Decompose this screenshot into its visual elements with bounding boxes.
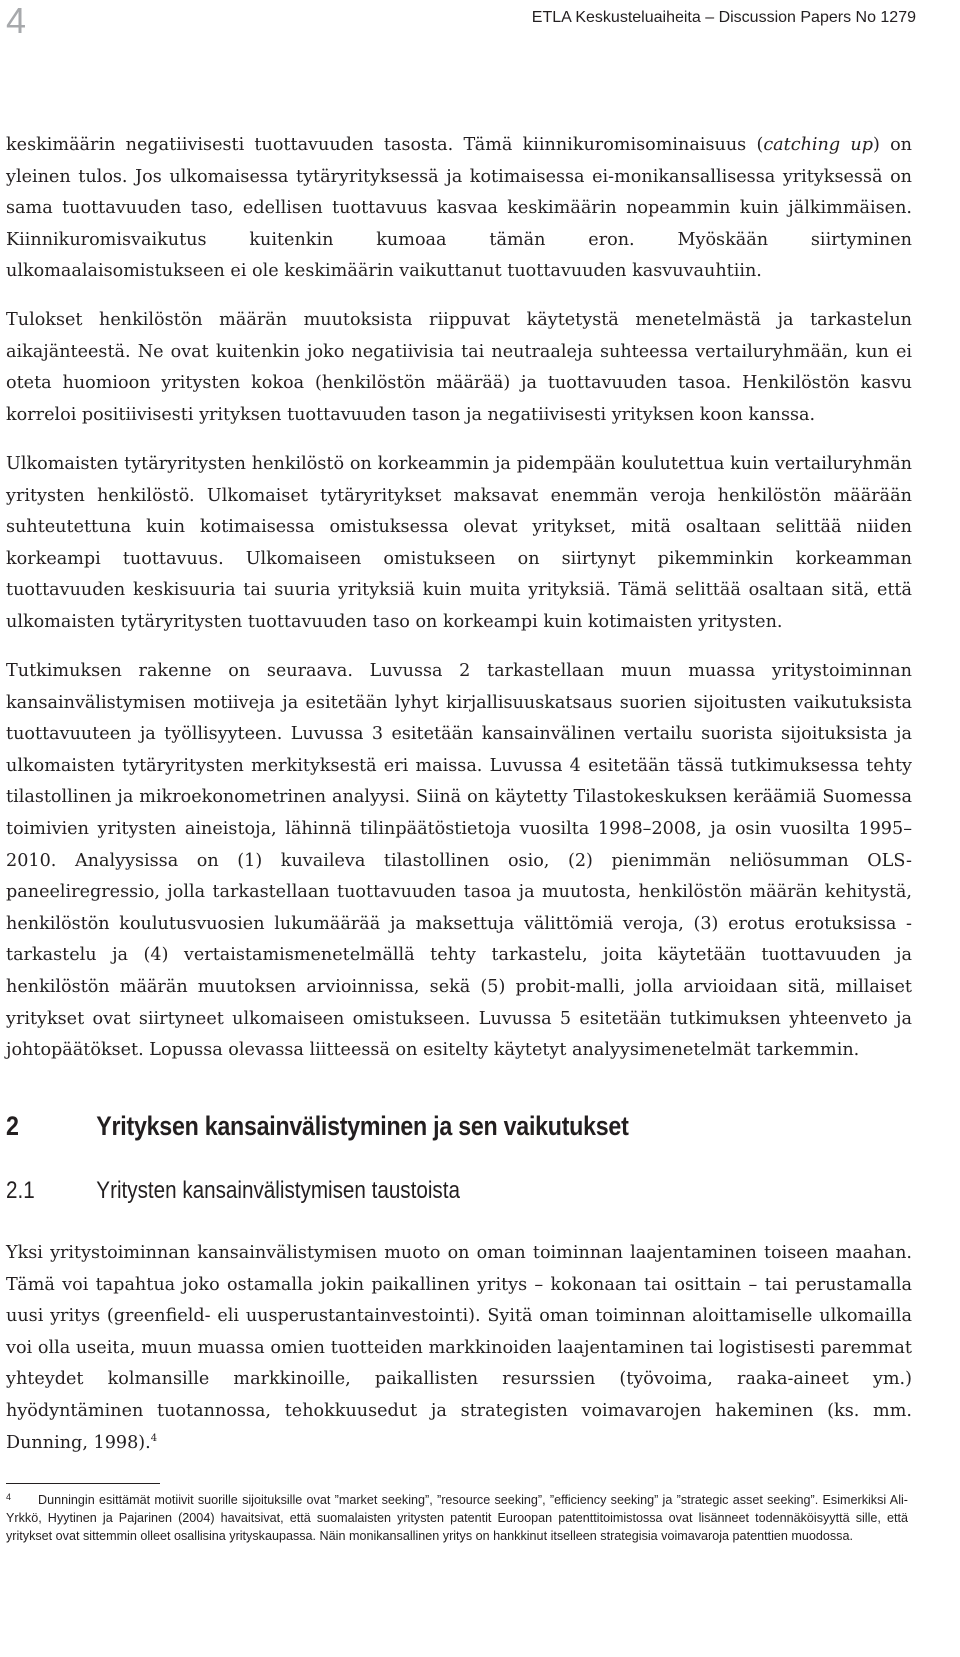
- paragraph-employment-results: Tulokset henkilöstön määrän muutoksista riippuvat käytetystä menetelmästä ja tarkastelun aikajänteestä. Ne ovat kuitenkin joko negatiivisia tai neutraaleja suhteessa vertailuryhmään, kun ei oteta huomioon yritysten kokoa (henkilöstön määrää) ja tuottavuuden tasoa. Henkilöstön kasvu korreloi positiivisesti yrityksen tuottavuuden tason ja negatiivisesti yrityksen koon kanssa.: [6, 310, 912, 425]
- running-header: ETLA Keskusteluaiheita – Discussion Papers No 1279: [531, 9, 916, 26]
- section-2-heading: [6, 1111, 629, 1142]
- subsection-number: 2.1: [6, 1177, 35, 1204]
- footnote-reference[interactable]: 4: [150, 1432, 158, 1444]
- paragraph-catching-up: [6, 130, 912, 288]
- footnote-number: 4: [6, 1492, 12, 1502]
- paragraph-education-taxes: Ulkomaisten tytäryritysten henkilöstö on korkeammin ja pidempään koulutettua kuin vertailuryhmän yritysten henkilöstö. Ulkomaiset tytäryritykset maksavat enemmän veroja henkilöstön määrään suhteutettuna kuin kotimaisessa omistuksessa olevat yritykset, mitä osaltaan selittää niiden korkeampi tuottavuus. Ulkomaiseen omistukseen on siirtynyt pikemminkin korkeamman tuottavuuden keskisuuria tai suuria yrityksiä kuin muita yrityksiä. Tämä selittää osaltaan sitä, että ulkomaisten tytäryritysten tuottavuuden taso on korkeampi kuin kotimaisten yritysten.: [6, 454, 912, 632]
- footnote-divider: [6, 1483, 160, 1484]
- page-number: 4: [6, 0, 27, 41]
- paragraph-text: Yksi yritystoiminnan kansainvälistymisen muoto on oman toiminnan laajentaminen toiseen maahan. Tämä voi tapahtua joko ostamalla jokin paikallinen yritys – kokonaan tai osittain – tai perustamalla uusi yritys (greenfield- eli uusperustantainvestointi). Syitä oman toiminnan aloittamiselle ulkomailla voi olla useita, muun muassa omien tuotteiden markkinoiden laajentaminen tai logistisesti paremmat yhteydet kolmansille markkinoille, paikallisten resurssien (työvoima, raaka-aineet ym.) hyödyntäminen tuotannossa, tehokkuusedut ja strategisten voimavarojen hakeminen (ks. mm. Dunning, 1998).: [6, 1243, 912, 1453]
- paragraph-study-structure: Tutkimuksen rakenne on seuraava. Luvussa 2 tarkastellaan muun muassa yritystoiminnan kansainvälistymisen motiiveja ja esitetään lyhyt kirjallisuuskatsaus suorien sijoitusten vaikutuksista tuottavuuteen ja työllisyyteen. Luvussa 3 esitetään kansainvälinen vertailu suorista sijoituksista ja ulkomaisten tytäryritysten merkityksestä eri maissa. Luvussa 4 esitetään tässä tutkimuksessa tehty tilastollinen ja mikroekonometrinen analyysi. Siinä on käytetty Tilastokeskuksen keräämiä Suomessa toimivien yritysten aineistoja, lähinnä tilinpäätöstietoja vuosilta 1998–2008, ja osin vuosilta 1995–2010. Analyysissa on (1) kuvaileva tilastollinen osio, (2) pienimmän neliösumman OLS-paneeliregressio, jolla tarkastellaan tuottavuuden tasoa ja muutosta, henkilöstön määrän kehitystä, henkilöstön koulutusvuosien lukumäärää ja maksettuja välittömiä veroja, (3) erotus erotuksissa -tarkastelu ja (4) vertaistamismenetelmällä tehty tarkastelu, joita käytetään tuottavuuden ja henkilöstön määrän muutoksen arvioinnissa, sekä (5) probit-malli, jolla arvioidaan sitä, millaiset yritykset ovat siirtyneet ulkomaiseen omistukseen. Luvussa 5 esitetään tutkimuksen yhteenveto ja johtopäätökset. Lopussa olevassa liitteessä on esitelty käytetyt analyysimenetelmät tarkemmin.: [6, 661, 912, 1061]
- subsection-2-1-heading: [6, 1177, 460, 1205]
- subsection-title: Yritysten kansainvälistymisen taustoista: [96, 1177, 460, 1204]
- paragraph-internationalisation-forms: [6, 1238, 912, 1459]
- section-number: 2: [6, 1111, 19, 1141]
- footnote-4: [6, 1491, 908, 1546]
- section-title: Yrityksen kansainvälistyminen ja sen vaikutukset: [96, 1111, 629, 1141]
- paragraph-text: ) on yleinen tulos. Jos ulkomaisessa tytäryrityksessä ja kotimaisessa ei-monikansallisessa yrityksessä on sama tuottavuuden taso, edellisen tuottavuus kasvaa keskimäärin nopeammin kuin jälkimmäisen. Kiinnikuromisvaikutus kuitenkin kumoaa tämän eron. Myöskään siirtyminen ulkomaalaisomistukseen ei ole keskimäärin vaikuttanut tuottavuuden kasvuvauhtiin.: [6, 135, 912, 282]
- italic-term: catching up: [763, 135, 873, 155]
- paragraph-text: keskimäärin negatiivisesti tuottavuuden tasosta. Tämä kiinnikuromisominaisuus (: [6, 135, 764, 155]
- footnote-text: Dunningin esittämät motiivit suorille sijoituksille ovat ”market seeking”, ”resource seeking”, ”efficiency seeking” ja ”strategic asset seeking”. Esimerkiksi Ali-Yrkkö, Hyytinen ja Pajarinen (2004) havaitsivat, että suomalaisten yritysten patentit Euroopan patenttitoimistossa ovat lisänneet todennäköisyyttä sille, että yritykset ovat sittemmin olleet osallisina yrityskaupassa. Näin monikansallinen yritys on hankkinut itselleen strategisia voimavaroja patenttien muodossa.: [6, 1493, 908, 1544]
